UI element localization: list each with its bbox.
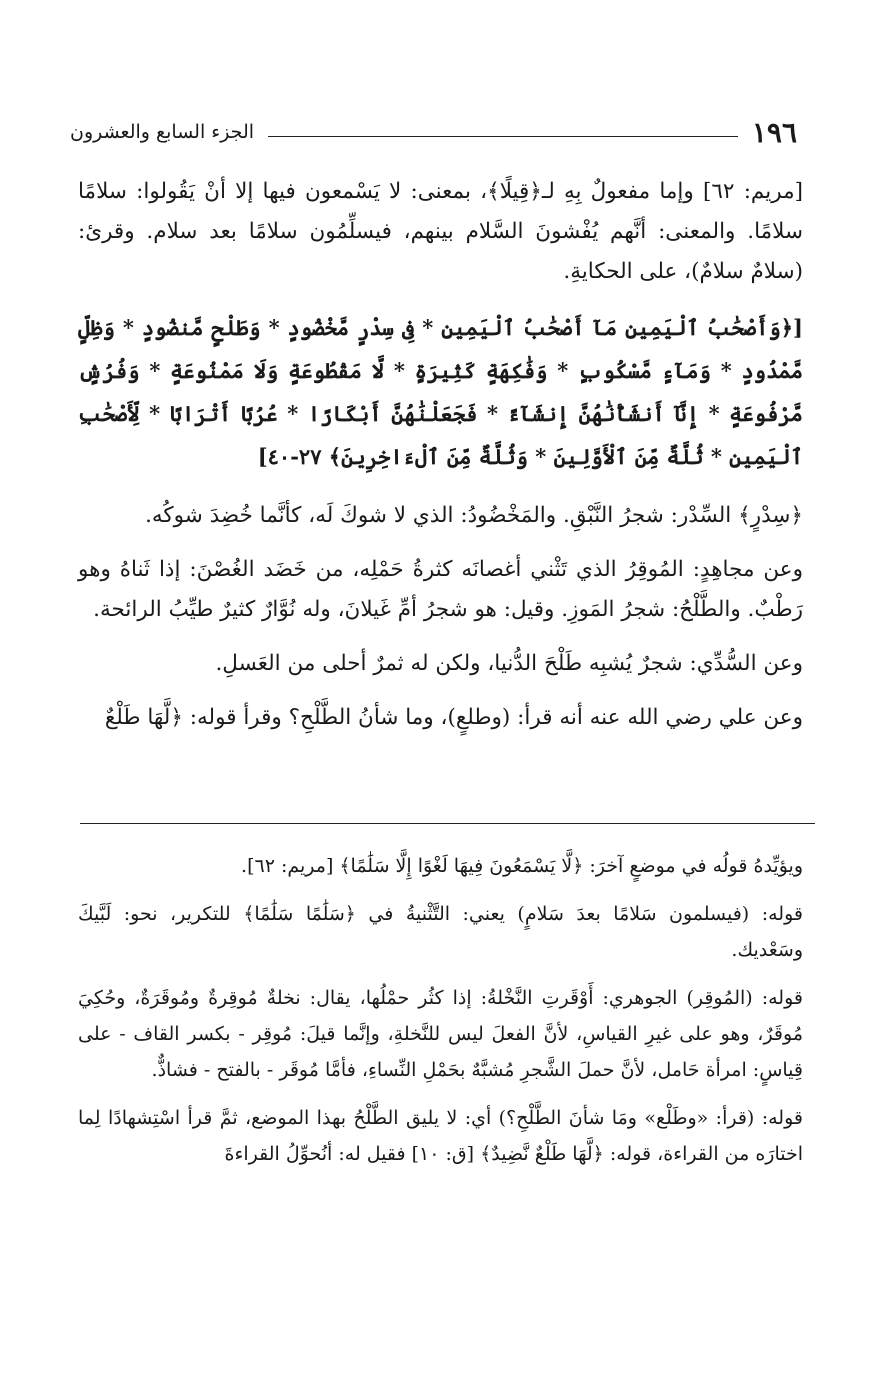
paragraph-ali: وعن علي رضي الله عنه أنه قرأ: (وطلعٍ)، وما شأنُ الطَّلْحِ؟ وقرأ قوله: ﴿لَّهَا طَلْعٌ bbox=[104, 705, 803, 730]
footnote-1: ويؤيِّدهُ قولُه في موضعٍ آخرَ: ﴿لَّا يَسْمَعُونَ فِيهَا لَغْوًا إِلَّا سَلَٰمًا﴾ [مريم: ٦٢]. bbox=[241, 855, 803, 877]
page-header bbox=[70, 112, 797, 152]
footnote-3: قوله: (المُوقِر) الجوهري: أَوْقَرتِ النَّخْلةُ: إذا كثُر حمْلُها، يقال: نخلةٌ مُوقِرةٌ ومُوقَرَةٌ، وحُكِيَ مُوقَرٌ، وهو على غيرِ القياسِ، لأنَّ الفعلَ ليس للنَّخلةِ، وإنَّما قيلَ: مُوقِر - بكسر القاف - على قِياسٍ: امرأة حَامل، لأنَّ حملَ الشَّجرِ مُشبَّهٌ بحَمْلِ النِّساءِ، فأمَّا مُوقَر - بالفتح - فشاذٌّ. bbox=[78, 987, 803, 1081]
paragraph-sidr: ﴿سِدْرٍ﴾ السِّدْر: شجرُ النَّبْقِ. والمَخْضُودُ: الذي لا شوكَ لَه، كأنَّما خُضِدَ شوكُه. bbox=[145, 503, 803, 528]
footnote-4: قوله: (قرأ: «وطَلْع» ومَا شأنَ الطَّلْحِ؟) أي: لا يليق الطَّلْحُ بهذا الموضع، ثمَّ قرأ اسْتِشهادًا لِما اختارَه من القراءة، قوله: ﴿لَّهَا طَلْعٌ نَّضِيدٌ﴾ [ق: ١٠] فقيل له: أنُحوِّلُ القراءةَ bbox=[78, 1107, 803, 1165]
header-rule bbox=[268, 136, 738, 137]
paragraph-mujahid: وعن مجاهِدٍ: المُوقِرُ الذي تَثْني أغصانَه كثرةُ حَمْلِه، من خَضَد الغُصْنَ: إذا ثَناهُ وهو رَطْبٌ. والطَّلْحُ: شجرُ المَوزِ. وقيل: هو شجرُ أمِّ غَيلانَ، وله نُوَّارٌ كثيرٌ طيِّبُ الرائحة. bbox=[78, 557, 803, 622]
footnote-2: قوله: (فيسلمون سَلامًا بعدَ سَلامٍ) يعني: التَّثْنيةُ في ﴿سَلَٰمًا سَلَٰمًا﴾ للتكرير، نحو: لَبَّيكَ وسَعْديك. bbox=[78, 903, 803, 961]
quran-verses: [﴿وَأَصْحَٰبُ ٱلْيَمِينِ مَآ أَصْحَٰبُ ٱلْيَمِينِ * فِى سِدْرٍ مَّخْضُودٍ * وَطَلْحٍ مَّنضُودٍ * وَظِلٍّ مَّمْدُودٍ * وَمَآءٍ مَّسْكُوبٍ * وَفَٰكِهَةٍ كَثِيرَةٍ * لَّا مَقْطُوعَةٍ وَلَا مَمْنُوعَةٍ * وَفُرُشٍ مَّرْفُوعَةٍ * إِنَّآ أَنشَأْنَٰهُنَّ إِنشَآءً * فَجَعَلْنَٰهُنَّ أَبْكَارًا * عُرُبًا أَتْرَابًا * لِّأَصْحَٰبِ ٱلْيَمِينِ * ثُلَّةٌ مِّنَ ٱلْأَوَّلِينَ * وَثُلَّةٌ مِّنَ ٱلْءَاخِرِينَ﴾ ٢٧-٤٠] bbox=[78, 315, 803, 469]
main-text bbox=[78, 172, 803, 752]
paragraph-1: [مريم: ٦٢] وإما مفعولٌ بِهِ لـ﴿قِيلًا﴾، بمعنى: لا يَسْمعون فيها إلا أنْ يَقُولوا: سلامًا سلامًا. والمعنى: أنَّهم يُفْشونَ السَّلام بينهم، فيسلِّمُون سلامًا بعد سلام. وقرئ: (سلامٌ سلامٌ)، على الحكايةِ. bbox=[78, 179, 803, 284]
footnotes bbox=[78, 848, 803, 1184]
part-title: الجزء السابع والعشرون bbox=[70, 121, 255, 143]
paragraph-suddi: وعن السُّدِّي: شجرٌ يُشبِه طَلْحَ الدُّنيا، ولكن له ثمرٌ أحلى من العَسلِ. bbox=[215, 651, 803, 676]
footnote-separator bbox=[80, 823, 815, 824]
page-number: ١٩٦ bbox=[751, 115, 797, 149]
